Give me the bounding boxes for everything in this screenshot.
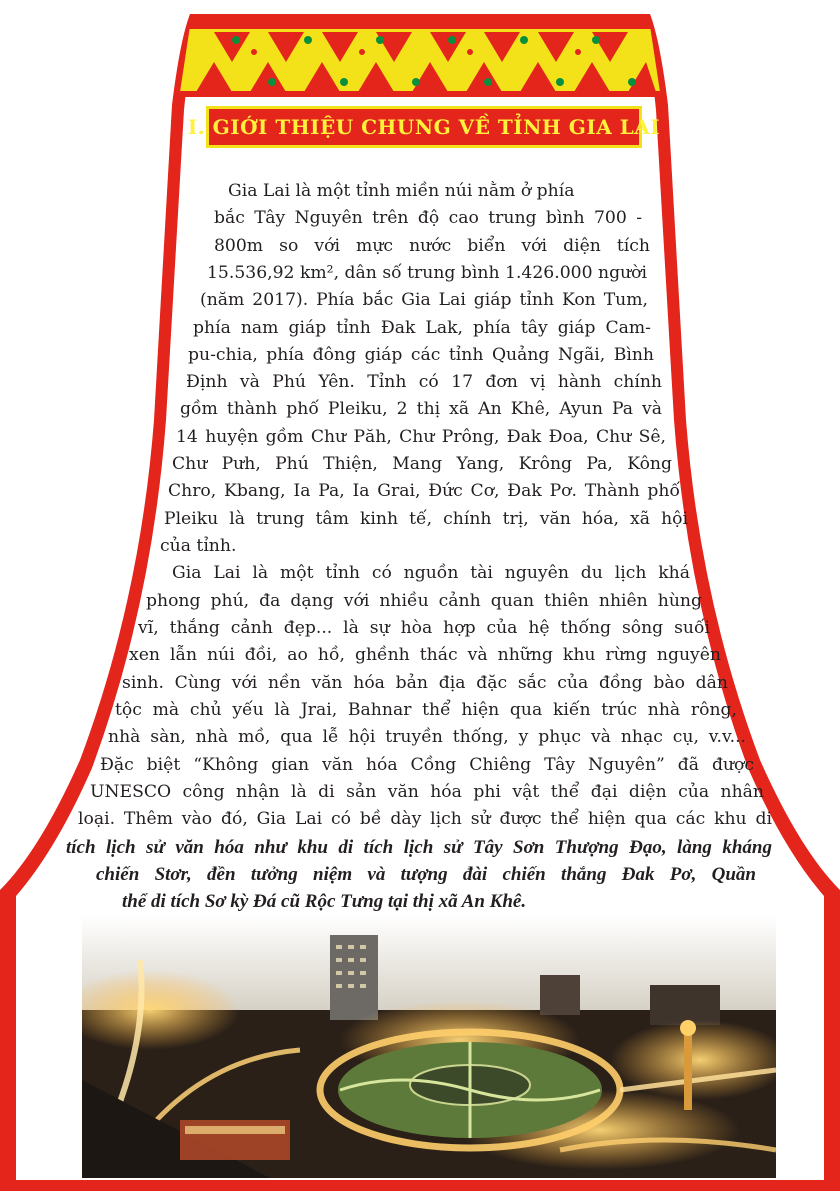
text-line: Định và Phú Yên. Tỉnh có 17 đơn vị hành chính: [186, 372, 662, 392]
section-heading: I. GIỚI THIỆU CHUNG VỀ TỈNH GIA LAI: [206, 106, 642, 148]
text-line: loại. Thêm vào đó, Gia Lai có bề dày lịch sử được thể hiện qua các khu di: [78, 809, 772, 829]
text-line: phong phú, đa dạng với nhiều cảnh quan thiên nhiên hùng: [146, 591, 702, 611]
text-line: pu-chia, phía đông giáp các tỉnh Quảng Ngãi, Bình: [188, 345, 654, 365]
text-line: của tỉnh.: [160, 536, 237, 556]
text-line: chiến Stơr, đền tưởng niệm và tượng đài chiến thắng Đak Pơ, Quần: [96, 864, 756, 885]
text-line: nhà sàn, nhà mồ, qua lễ hội truyền thống, y phục và nhạc cụ, v.v...: [108, 727, 746, 747]
text-line: vĩ, thắng cảnh đẹp... là sự hòa hợp của hệ thống sông suối: [138, 618, 710, 638]
text-line: UNESCO công nhận là di sản văn hóa phi vật thể đại diện của nhân: [90, 782, 764, 802]
text-line: Gia Lai là một tỉnh miền núi nằm ở phía: [228, 181, 575, 201]
text-line: Chư Pưh, Phú Thiện, Mang Yang, Krông Pa, Kông: [172, 454, 672, 474]
text-line: 14 huyện gồm Chư Păh, Chư Prông, Đak Đoa, Chư Sê,: [176, 427, 666, 447]
text-line: (năm 2017). Phía bắc Gia Lai giáp tỉnh Kon Tum,: [200, 290, 648, 310]
text-line: 800m so với mực nước biển với diện tích: [214, 236, 650, 256]
text-line: 15.536,92 km², dân số trung bình 1.426.000 người: [207, 263, 647, 283]
text-line: bắc Tây Nguyên trên độ cao trung bình 700 -: [214, 208, 642, 228]
text-line: Gia Lai là một tỉnh có nguồn tài nguyên du lịch khá: [172, 563, 690, 583]
text-line: Đặc biệt “Không gian văn hóa Cồng Chiêng Tây Nguyên” đã được: [100, 755, 754, 775]
text-line: phía nam giáp tỉnh Đak Lak, phía tây giáp Cam-: [193, 318, 651, 338]
text-line: Pleiku là trung tâm kinh tế, chính trị, văn hóa, xã hội: [164, 509, 688, 529]
text-line: tộc mà chủ yếu là Jrai, Bahnar thể hiện qua kiến trúc nhà rông,: [115, 700, 737, 720]
city-night-photo: [60, 915, 790, 1178]
text-line: xen lẫn núi đồi, ao hồ, ghềnh thác và những khu rừng nguyên: [129, 645, 721, 665]
text-line: thể di tích Sơ kỳ Đá cũ Rộc Tưng tại thị xã An Khê.: [122, 891, 527, 912]
text-line: tích lịch sử văn hóa như khu di tích lịch sử Tây Sơn Thượng Đạo, làng kháng: [66, 837, 772, 858]
text-line: Chro, Kbang, Ia Pa, Ia Grai, Đức Cơ, Đak Pơ. Thành phố: [168, 481, 680, 501]
text-line: sinh. Cùng với nền văn hóa bản địa đặc sắc của đồng bào dân: [122, 673, 728, 693]
text-line: gồm thành phố Pleiku, 2 thị xã An Khê, Ayun Pa và: [180, 399, 662, 419]
